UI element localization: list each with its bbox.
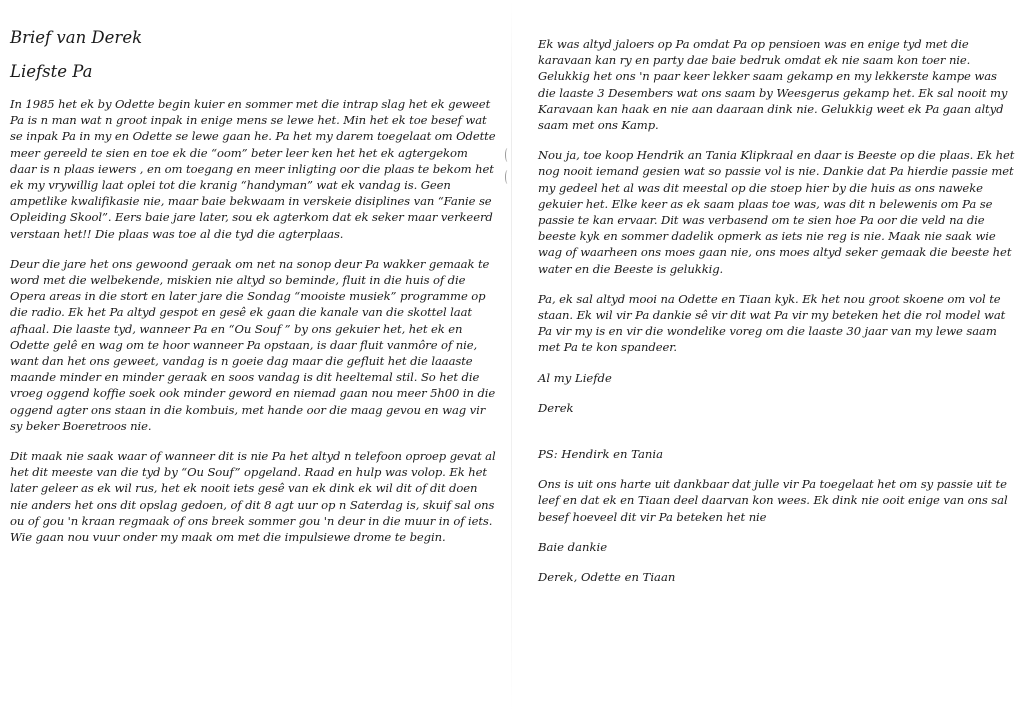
fold-mark — [505, 148, 510, 162]
closing: Al my Liefde — [538, 370, 612, 385]
spacer — [538, 430, 1016, 446]
ps-thanks: Baie dankie — [538, 539, 608, 554]
signature: Derek — [538, 400, 574, 415]
paragraph: Dit maak nie saak waar of wanneer dit is nie Pa het altyd n telefoon oproep gevat al het dit meeste van die tyd by “Ou Souf” opgeland. Raad en hulp was volop. Ek het later geleer as ek wil rus, het ek nooit iets gesê van ek dink ek wil dit of dit doen nie anders het ons dit opslag gedoen, of dit 8 agt uur op n Saterdag is, skuif sal ons ou of gou 'n kraan regmaak of ons breek sommer gou 'n deur in die muur in of iets. Wie gaan nou vuur onder my maak om met die impulsiewe drome te begin. — [10, 449, 496, 545]
paragraph: Nou ja, toe koop Hendrik an Tania Klipkraal en daar is Beeste op die plaas. Ek het nog nooit iemand gesien wat so passie vol is nie. Dankie dat Pa hierdie passie met my gedeel het al was dit meestal op die stoep hier by die huis as ons naweke gekuier het. Elke keer as ek saam plaas toe was, was dit n belewenis om Pa se passie te kan ervaar. Dit was verbasend om te sien hoe Pa oor die veld na die beeste kyk en sommer dadelik opmerk as iets nie reg is nie. Maak nie saak wie wag of waarheen ons moes gaan nie, ons moes altyd seker gemaak die beeste het water en die Beeste is gelukkig. — [538, 148, 1015, 276]
salutation: Liefste Pa — [10, 62, 93, 81]
paragraph: Deur die jare het ons gewoond geraak om net na sonop deur Pa wakker gemaak te word met die welbekende, miskien nie altyd so beminde, fluit in die huis of die Opera areas in die stort en later jare die Sondag “mooiste musiek” programme op die radio. Ek het Pa altyd gespot en gesê ek gaan die kanale van die skottel laat afhaal. Die laaste tyd, wanneer Pa en “Ou Souf ” by ons gekuier het, het ek en Odette gelê en wag om te hoor wanneer Pa opstaan, is daar fluit vanmôre of nie, want dan het ons geweet, vandag is n goeie dag maar die gefluit het die laaaste maande minder en minder geraak en soos vandag is dit heeltemal stil. So het die vroeg oggend koffie soek ook minder geword en niemad gaan nou meer 5h00 in die oggend agter ons staan in die kombuis, met hande oor die maag gevou en wag vir sy beker Boeretroos nie. — [10, 256, 496, 433]
ps-signature: Derek, Odette en Tiaan — [538, 570, 676, 585]
paragraph: Ek was altyd jaloers op Pa omdat Pa op pensioen was en enige tyd met die karavaan kan ry en party dae baie bedruk omdat ek nie saam kon toer nie. Gelukkig het ons 'n paar keer lekker saam gekamp en my lekkerste kampe was die laaste 3 Desembers wat ons saam by Weesgerus gekamp het. Ek sal nooit my Karavaan kan haak en nie aan daaraan dink nie. Gelukkig weet ek Pa gaan altyd saam met ons Kamp. — [538, 37, 1008, 133]
right-page — [512, 0, 1024, 713]
letter-title: Brief van Derek — [10, 28, 143, 47]
paragraph: In 1985 het ek by Odette begin kuier en sommer met die intrap slag het ek geweet Pa is n man wat n groot inpak in enige mens se lewe het. Min het ek toe besef wat se inpak Pa in my en Odette se lewe gaan he. Pa het my darem toegelaat om Odette meer gereeld te sien en toe ek die “oom” beter leer ken het het ek agtergekom daar is n plaas iewers , en om toegang en meer inligting oor die plaas te bekom het ek my vrywillig laat oplei tot die kranig “handyman” wat ek vandag is. Geen ampetlike kwalifikasie nie, maar baie bekwaam in verskeie disiplines van “Fanie se Opleiding Skool”. Eers baie jare later, sou ek agterkom dat ek seker maar verkeerd verstaan het!! Die plaas was toe al die tyd die agterplaas. — [10, 97, 496, 241]
ps-text: Ons is uit ons harte uit dankbaar dat julle vir Pa toegelaat het om sy passie uit te leef en dat ek en Tiaan deel daarvan kon wees. Ek dink nie ooit enige van ons sal besef hoeveel dit vir Pa beteken het nie — [538, 477, 1008, 524]
ps-heading: PS: Hendirk en Tania — [538, 447, 664, 462]
fold-mark — [505, 170, 510, 184]
paragraph: Pa, ek sal altyd mooi na Odette en Tiaan kyk. Ek het nou groot skoene om vol te staan. Ek wil vir Pa dankie sê vir dit wat Pa vir my beteken het die rol model wat Pa vir my is en vir die wondelike voreg om die laaste 30 jaar van my lewe saam met Pa te kon spandeer. — [538, 291, 1006, 355]
